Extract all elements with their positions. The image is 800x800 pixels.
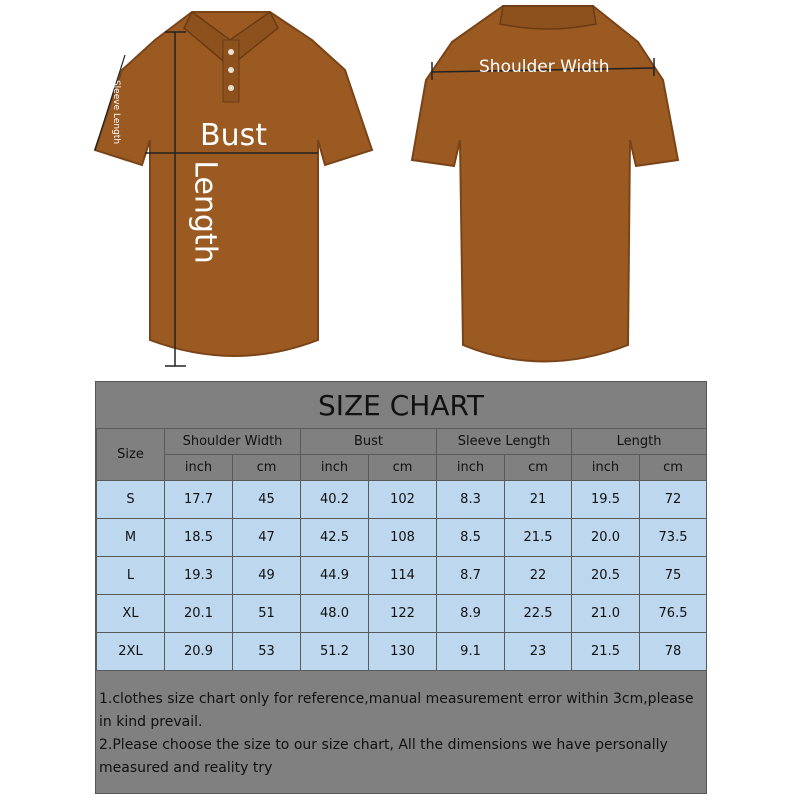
size-column-header: Size bbox=[97, 429, 165, 481]
table-cell: 75 bbox=[640, 557, 707, 595]
table-cell: 21.0 bbox=[572, 595, 640, 633]
table-cell: 22 bbox=[505, 557, 572, 595]
table-cell: 114 bbox=[369, 557, 437, 595]
unit-header: inch bbox=[437, 455, 505, 481]
group-header-bust: Bust bbox=[301, 429, 437, 455]
group-header-length: Length bbox=[572, 429, 707, 455]
table-cell: 108 bbox=[369, 519, 437, 557]
table-cell: 19.3 bbox=[165, 557, 233, 595]
table-cell: 40.2 bbox=[301, 481, 369, 519]
table-cell: 42.5 bbox=[301, 519, 369, 557]
table-cell: 20.1 bbox=[165, 595, 233, 633]
shirt-back-collar bbox=[500, 6, 596, 29]
table-row bbox=[97, 633, 707, 671]
length-label: Length bbox=[187, 160, 223, 264]
size-cell: S bbox=[97, 481, 165, 519]
table-cell: 22.5 bbox=[505, 595, 572, 633]
group-header-shoulder-width: Shoulder Width bbox=[165, 429, 301, 455]
table-cell: 51 bbox=[233, 595, 301, 633]
table-cell: 8.9 bbox=[437, 595, 505, 633]
table-cell: 20.0 bbox=[572, 519, 640, 557]
size-cell: L bbox=[97, 557, 165, 595]
note-1: 1.clothes size chart only for reference,manual measurement error within 3cm,please in kind prevail. bbox=[99, 691, 694, 730]
table-cell: 76.5 bbox=[640, 595, 707, 633]
table-cell: 18.5 bbox=[165, 519, 233, 557]
size-cell: M bbox=[97, 519, 165, 557]
table-cell: 73.5 bbox=[640, 519, 707, 557]
table-cell: 102 bbox=[369, 481, 437, 519]
group-header-sleeve-length: Sleeve Length bbox=[437, 429, 572, 455]
table-cell: 122 bbox=[369, 595, 437, 633]
unit-header: cm bbox=[369, 455, 437, 481]
table-cell: 130 bbox=[369, 633, 437, 671]
bust-label: Bust bbox=[200, 118, 267, 153]
size-chart bbox=[95, 381, 707, 794]
table-cell: 17.7 bbox=[165, 481, 233, 519]
table-row bbox=[97, 557, 707, 595]
table-cell: 72 bbox=[640, 481, 707, 519]
size-table bbox=[96, 428, 707, 671]
table-row bbox=[97, 519, 707, 557]
table-row bbox=[97, 481, 707, 519]
shoulder-width-label: Shoulder Width bbox=[479, 57, 610, 77]
size-chart-notes bbox=[96, 680, 706, 780]
table-cell: 49 bbox=[233, 557, 301, 595]
shirt-front-image bbox=[90, 0, 380, 372]
table-cell: 19.5 bbox=[572, 481, 640, 519]
unit-header: inch bbox=[572, 455, 640, 481]
table-cell: 21 bbox=[505, 481, 572, 519]
unit-header: cm bbox=[505, 455, 572, 481]
table-cell: 8.7 bbox=[437, 557, 505, 595]
unit-header: cm bbox=[640, 455, 707, 481]
unit-header: inch bbox=[301, 455, 369, 481]
table-cell: 51.2 bbox=[301, 633, 369, 671]
table-cell: 21.5 bbox=[572, 633, 640, 671]
table-cell: 44.9 bbox=[301, 557, 369, 595]
table-cell: 20.5 bbox=[572, 557, 640, 595]
table-cell: 53 bbox=[233, 633, 301, 671]
note-2: 2.Please choose the size to our size chart, All the dimensions we have personally measured and reality try bbox=[99, 737, 668, 776]
table-cell: 9.1 bbox=[437, 633, 505, 671]
table-cell: 48.0 bbox=[301, 595, 369, 633]
table-cell: 78 bbox=[640, 633, 707, 671]
size-cell: XL bbox=[97, 595, 165, 633]
table-cell: 8.5 bbox=[437, 519, 505, 557]
table-row bbox=[97, 595, 707, 633]
unit-header: inch bbox=[165, 455, 233, 481]
table-cell: 47 bbox=[233, 519, 301, 557]
table-cell: 21.5 bbox=[505, 519, 572, 557]
size-cell: 2XL bbox=[97, 633, 165, 671]
table-cell: 8.3 bbox=[437, 481, 505, 519]
table-cell: 20.9 bbox=[165, 633, 233, 671]
sleeve-length-label: Sleeve Length bbox=[111, 79, 121, 145]
unit-header: cm bbox=[233, 455, 301, 481]
table-cell: 23 bbox=[505, 633, 572, 671]
size-chart-title: SIZE CHART bbox=[317, 389, 485, 422]
table-cell: 45 bbox=[233, 481, 301, 519]
